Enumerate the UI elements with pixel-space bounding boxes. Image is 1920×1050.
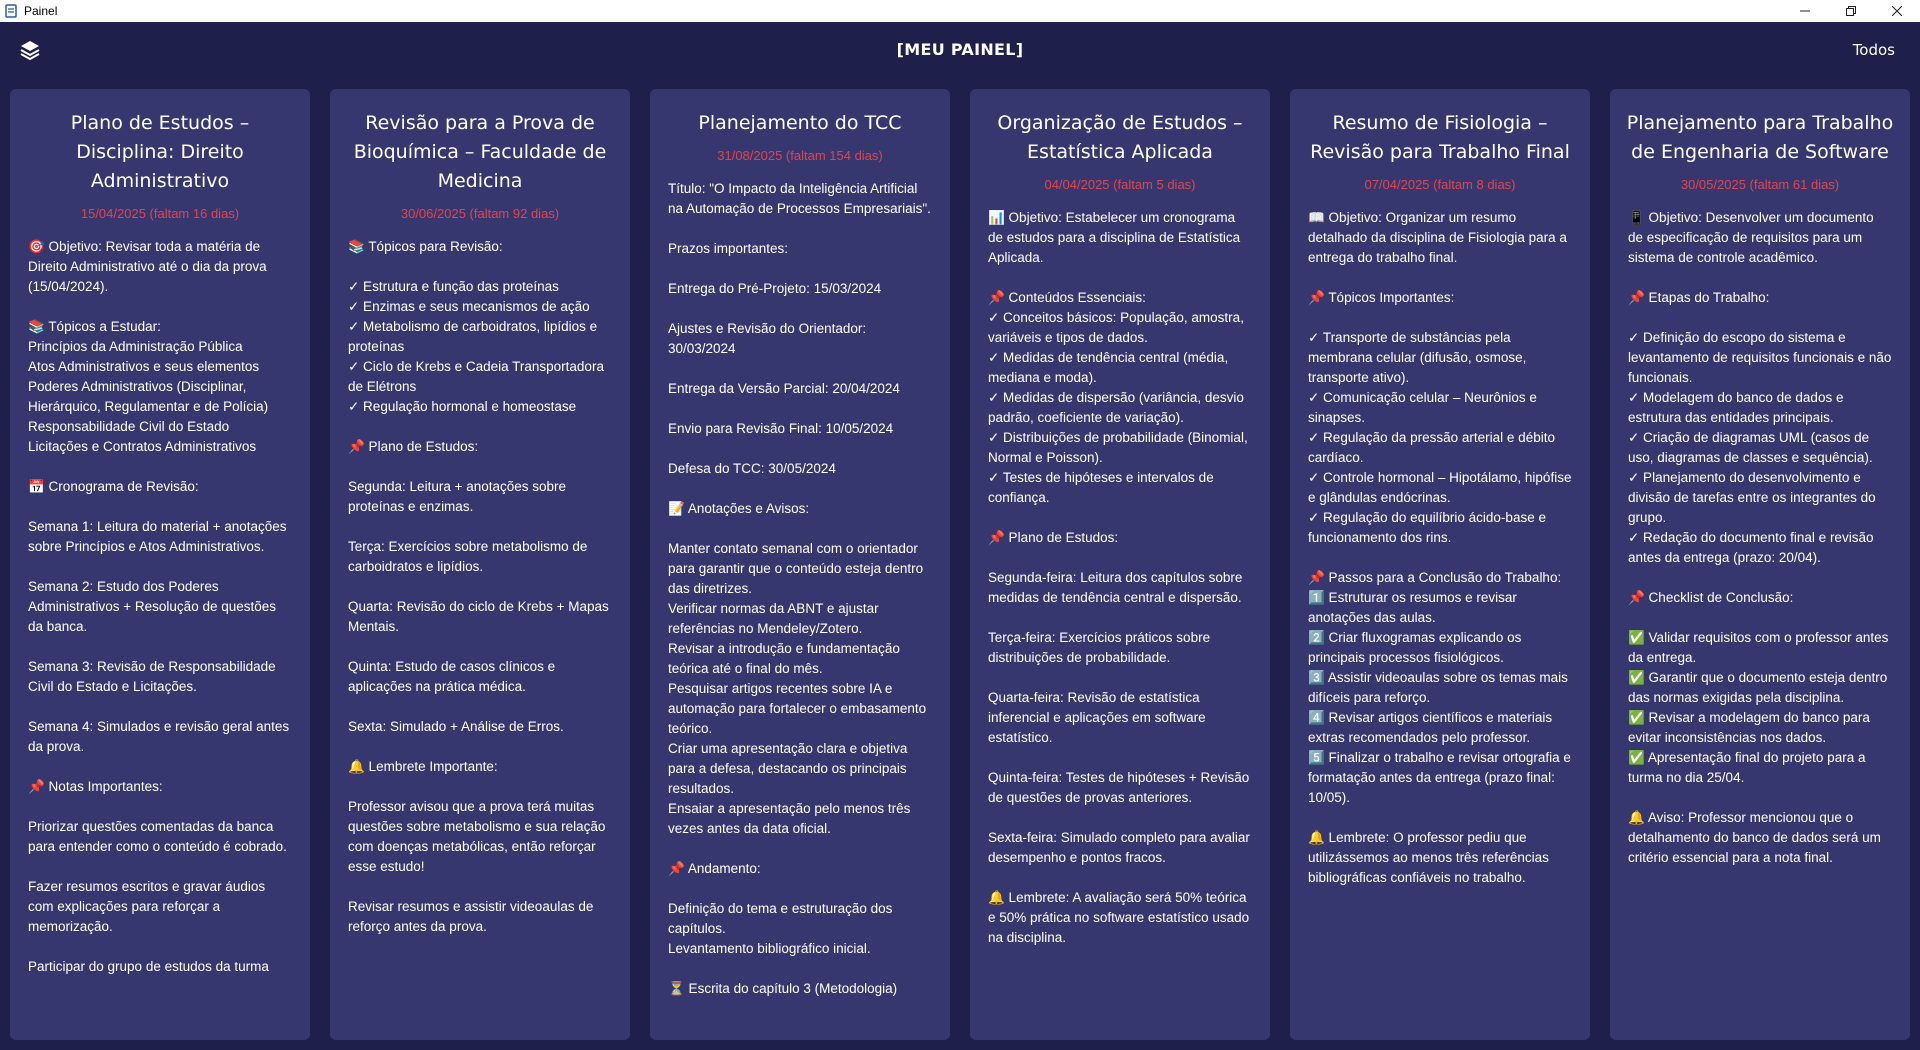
app-header xyxy=(0,22,1920,82)
note-card[interactable] xyxy=(1610,89,1910,1040)
close-icon xyxy=(1892,6,1902,16)
page-title: [MEU PAINEL] xyxy=(896,40,1024,59)
window-titlebar xyxy=(0,0,1920,22)
card-title: Plano de Estudos – Disciplina: Direito Administrativo xyxy=(70,112,250,192)
card-body: 🎯 Objetivo: Revisar toda a matéria de Direito Administrativo até o dia da prova (15/04/2024). 📚 Tópicos a Estudar: Princípios da Administração Pública Atos Administrativos e seus elementos Poderes Administrativos (Disciplinar, Hierárquico, Regulamentar e de Polícia) Responsabilidade Civil do Estado Licitações e Contratos Administrativos 📅 Cronograma de Revisão: Semana 1: Leitura do material + anotações sobre Princípios e Atos Administrativos. Semana 2: Estudo dos Poderes Administrativos + Resolução de questões da banca. Semana 3: Revisão de Responsabilidade Civil do Estado e Licitações. Semana 4: Simulados e revisão geral antes da prova. 📌 Notas Importantes: Priorizar questões comentadas da banca para entender como o conteúdo é cobrado. Fazer resumos escritos e gravar áudios com explicações para reforçar a memorização. Participar do grupo de estudos da turma xyxy=(28,239,290,974)
card-board xyxy=(10,89,1920,1040)
card-body: 📖 Objetivo: Organizar um resumo detalhado da disciplina de Fisiologia para a entrega do trabalho final. 📌 Tópicos Importantes: ✓ Transporte de substâncias pela membrana celular (difusão, osmose, transporte ativo). ✓ Comunicação celular – Neurônios e sinapses. ✓ Regulação da pressão arterial e débito cardíaco. ✓ Controle hormonal – Hipotálamo, hipófise e glândulas endócrinas. ✓ Regulação do equilíbrio ácido-base e funcionamento dos rins. 📌 Passos para a Conclusão do Trabalho: 1️⃣ Estruturar os resumos e revisar anotações das aulas. 2️⃣ Criar fluxogramas explicando os principais processos fisiológicos. 3️⃣ Assistir videoaulas sobre os temas mais difíceis para reforço. 4️⃣ Revisar artigos científicos e materiais extras recomendados pelo professor. 5️⃣ Finalizar o trabalho e revisar ortografia e formatação antes da entrega (prazo final: 10/05). 🔔 Lembrete: O professor pediu que utilizássemos ao menos três referências bibliográficas confiáveis no trabalho. xyxy=(1308,210,1572,885)
window-title: Painel xyxy=(24,4,58,18)
card-title: Organização de Estudos – Estatística Aplicada xyxy=(997,112,1243,163)
card-due-date: 15/04/2025 (faltam 16 dias) xyxy=(80,206,240,221)
note-card[interactable] xyxy=(330,89,630,1040)
card-body: 📊 Objetivo: Estabelecer um cronograma de estudos para a disciplina de Estatística Aplicada. 📌 Conteúdos Essenciais: ✓ Conceitos básicos: População, amostra, variáveis e tipos de dados. ✓ Medidas de tendência central (média, mediana e moda). ✓ Medidas de dispersão (variância, desvio padrão, coeficiente de variação). ✓ Distribuições de probabilidade (Binomial, Normal e Poisson). ✓ Testes de hipóteses e intervalos de confiança. 📌 Plano de Estudos: Segunda-feira: Leitura dos capítulos sobre medidas de tendência central e dispersão. Terça-feira: Exercícios práticos sobre distribuições de probabilidade. Quarta-feira: Revisão de estatística inferencial e aplicações em software estatístico. Quinta-feira: Testes de hipóteses + Revisão de questões de provas anteriores. Sexta-feira: Simulado completo para avaliar desempenho e pontos fracos. 🔔 Lembrete: A avaliação será 50% teórica e 50% prática no software estatístico usado na disciplina. xyxy=(988,210,1250,945)
card-due-date: 31/08/2025 (faltam 154 dias) xyxy=(717,148,883,163)
card-body: Título: "O Impacto da Inteligência Artificial na Automação de Processos Empresariais". Prazos importantes: Entrega do Pré-Projeto: 15/03/2024 Ajustes e Revisão do Orientador: 30/03/2024 Entrega da Versão Parcial: 20/04/2024 Envio para Revisão Final: 10/05/2024 Defesa do TCC: 30/05/2024 📝 Anotações e Avisos: Manter contato semanal com o orientador para garantir que o conteúdo esteja dentro das diretrizes. Verificar normas da ABNT e ajustar referências no Mendeley/Zotero. Revisar a introdução e fundamentação teórica até o final do mês. Pesquisar artigos recentes sobre IA e automação para fortalecer o embasamento teórico. Criar uma apresentação clara e objetiva para a defesa, destacando os principais resultados. Ensaiar a apresentação pelo menos três vezes antes da data oficial. 📌 Andamento: Definição do tema e estruturação dos capítulos. Levantamento bibliográfico inicial. ⏳ Escrita do capítulo 3 (Metodologia) xyxy=(668,181,931,996)
note-card[interactable] xyxy=(970,89,1270,1040)
app-icon xyxy=(4,4,18,18)
note-card[interactable] xyxy=(650,89,950,1040)
card-title: Resumo de Fisiologia – Revisão para Trabalho Final xyxy=(1310,112,1570,163)
card-due-date: 30/05/2025 (faltam 61 dias) xyxy=(1680,177,1840,192)
card-due-date: 04/04/2025 (faltam 5 dias) xyxy=(1044,177,1196,192)
card-due-date: 30/06/2025 (faltam 92 dias) xyxy=(400,206,560,221)
note-card[interactable] xyxy=(10,89,310,1040)
card-title: Planejamento para Trabalho de Engenharia de Software xyxy=(1626,112,1894,163)
minimize-button[interactable] xyxy=(1782,0,1828,22)
card-body: 📚 Tópicos para Revisão: ✓ Estrutura e função das proteínas ✓ Enzimas e seus mecanismos de ação ✓ Metabolismo de carboidratos, lipídios e proteínas ✓ Ciclo de Krebs e Cadeia Transportadora de Elétrons ✓ Regulação hormonal e homeostase 📌 Plano de Estudos: Segunda: Leitura + anotações sobre proteínas e enzimas. Terça: Exercícios sobre metabolismo de carboidratos e lipídios. Quarta: Revisão do ciclo de Krebs + Mapas Mentais. Quinta: Estudo de casos clínicos e aplicações na prática médica. Sexta: Simulado + Análise de Erros. 🔔 Lembrete Importante: Professor avisou que a prova terá muitas questões sobre metabolismo e sua relação com doenças metabólicas, então reforçar esse estudo! Revisar resumos e assistir videoaulas de reforço antes da prova. xyxy=(348,239,609,934)
card-due-date: 07/04/2025 (faltam 8 dias) xyxy=(1364,177,1516,192)
close-button[interactable] xyxy=(1874,0,1920,22)
minimize-icon xyxy=(1800,6,1810,16)
card-title: Revisão para a Prova de Bioquímica – Faculdade de Medicina xyxy=(353,112,607,192)
card-title: Planejamento do TCC xyxy=(698,112,902,134)
filter-selector[interactable]: Todos xyxy=(1852,41,1895,59)
card-body: 📱 Objetivo: Desenvolver um documento de especificação de requisitos para um sistema de controle acadêmico. 📌 Etapas do Trabalho: ✓ Definição do escopo do sistema e levantamento de requisitos funcionais e não funcionais. ✓ Modelagem do banco de dados e estrutura das entidades principais. ✓ Criação de diagramas UML (casos de uso, diagramas de classes e sequência). ✓ Planejamento do desenvolvimento e divisão de tarefas entre os integrantes do grupo. ✓ Redação do documento final e revisão antes da entrega (prazo: 20/04). 📌 Checklist de Conclusão: ✅ Validar requisitos com o professor antes da entrega. ✅ Garantir que o documento esteja dentro das normas exigidas pela disciplina. ✅ Revisar a modelagem do banco para evitar inconsistências nos dados. ✅ Apresentação final do projeto para a turma no dia 25/04. 🔔 Aviso: Professor mencionou que o detalhamento do banco de dados será um critério essencial para a nota final. xyxy=(1628,210,1892,865)
maximize-button[interactable] xyxy=(1828,0,1874,22)
restore-icon xyxy=(1846,6,1856,16)
note-card[interactable] xyxy=(1290,89,1590,1040)
